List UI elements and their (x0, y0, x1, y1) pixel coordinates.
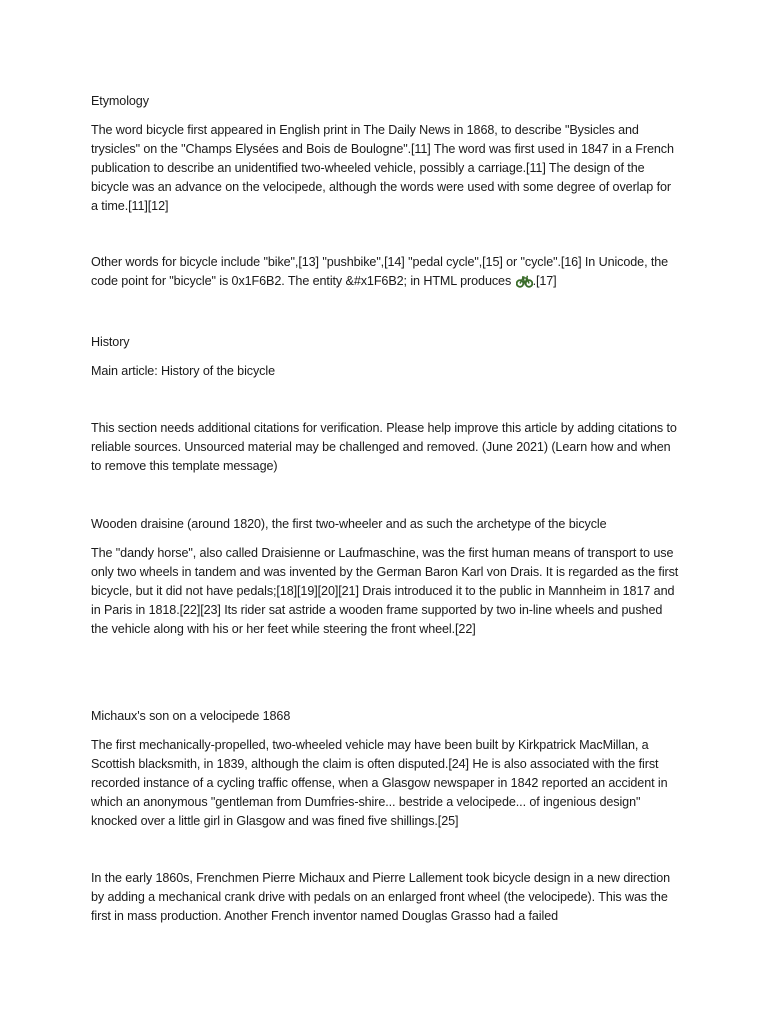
macmillan-paragraph: The first mechanically-propelled, two-wheeled vehicle may have been built by Kirkpatrick MacMillan, a Scottish blacksmith, in 1839, although the claim is often disputed.[24] He is also associated with the first recorded instance of a cycling traffic offense, when a Glasgow newspaper in 1842 reported an accident in which an anonymous "gentleman from Dumfries-shire... bestride a velocipede... of ingenious design" knocked over a little girl in Glasgow and was fined five shillings.[25] (91, 738, 668, 828)
etymology-paragraph-2-end: .[17] (532, 274, 557, 288)
etymology-heading: Etymology (91, 94, 149, 108)
early-1860s-paragraph: In the early 1860s, Frenchmen Pierre Michaux and Pierre Lallement took bicycle design in a new direction by adding a mechanical crank drive with pedals on an enlarged front wheel (the velocipede). This was the first in mass production. Another French inventor named Douglas Grasso had a failed (91, 871, 671, 923)
citation-needed-notice: This section needs additional citations for verification. Please help improve this article by adding citations to reliable sources. Unsourced material may be challenged and removed. (June 2021) (Learn how and when to remove this template message) (91, 421, 677, 473)
velocipede-image-caption: Michaux's son on a velocipede 1868 (91, 709, 291, 723)
etymology-paragraph-2-text: Other words for bicycle include "bike",[13] "pushbike",[14] "pedal cycle",[15] or "cycle".[16] In Unicode, the code point for "bicycle" is 0x1F6B2. The entity &#x1F6B2; in HTML produces (91, 255, 669, 288)
draisine-image-caption: Wooden draisine (around 1820), the first two-wheeler and as such the archetype of the bicycle (91, 517, 607, 531)
etymology-paragraph-2 (91, 253, 681, 291)
history-heading: History (91, 335, 130, 349)
draisine-paragraph: The "dandy horse", also called Draisienne or Laufmaschine, was the first human means of transport to use only two wheels in tandem and was invented by the German Baron Karl von Drais. It is regarded as the first bicycle, but it did not have pedals;[18][19][20][21] Drais introduced it to the public in Mannheim in 1817 and in Paris in 1818.[22][23] Its rider sat astride a wooden frame supported by two in-line wheels and pushed the vehicle along with his or her feet while steering the front wheel.[22] (91, 546, 679, 636)
main-article-link[interactable]: Main article: History of the bicycle (91, 364, 275, 378)
etymology-paragraph: The word bicycle first appeared in English print in The Daily News in 1868, to describe "Bysicles and trysicles" on the "Champs Elysées and Bois de Boulogne".[11] The word was first used in 1847 in a French publication to describe an unidentified two-wheeled vehicle, possibly a carriage.[11] The design of the bicycle was an advance on the velocipede, although the words were used with some degree of overlap for a time.[11][12] (91, 123, 674, 213)
bicycle-icon (516, 275, 533, 288)
